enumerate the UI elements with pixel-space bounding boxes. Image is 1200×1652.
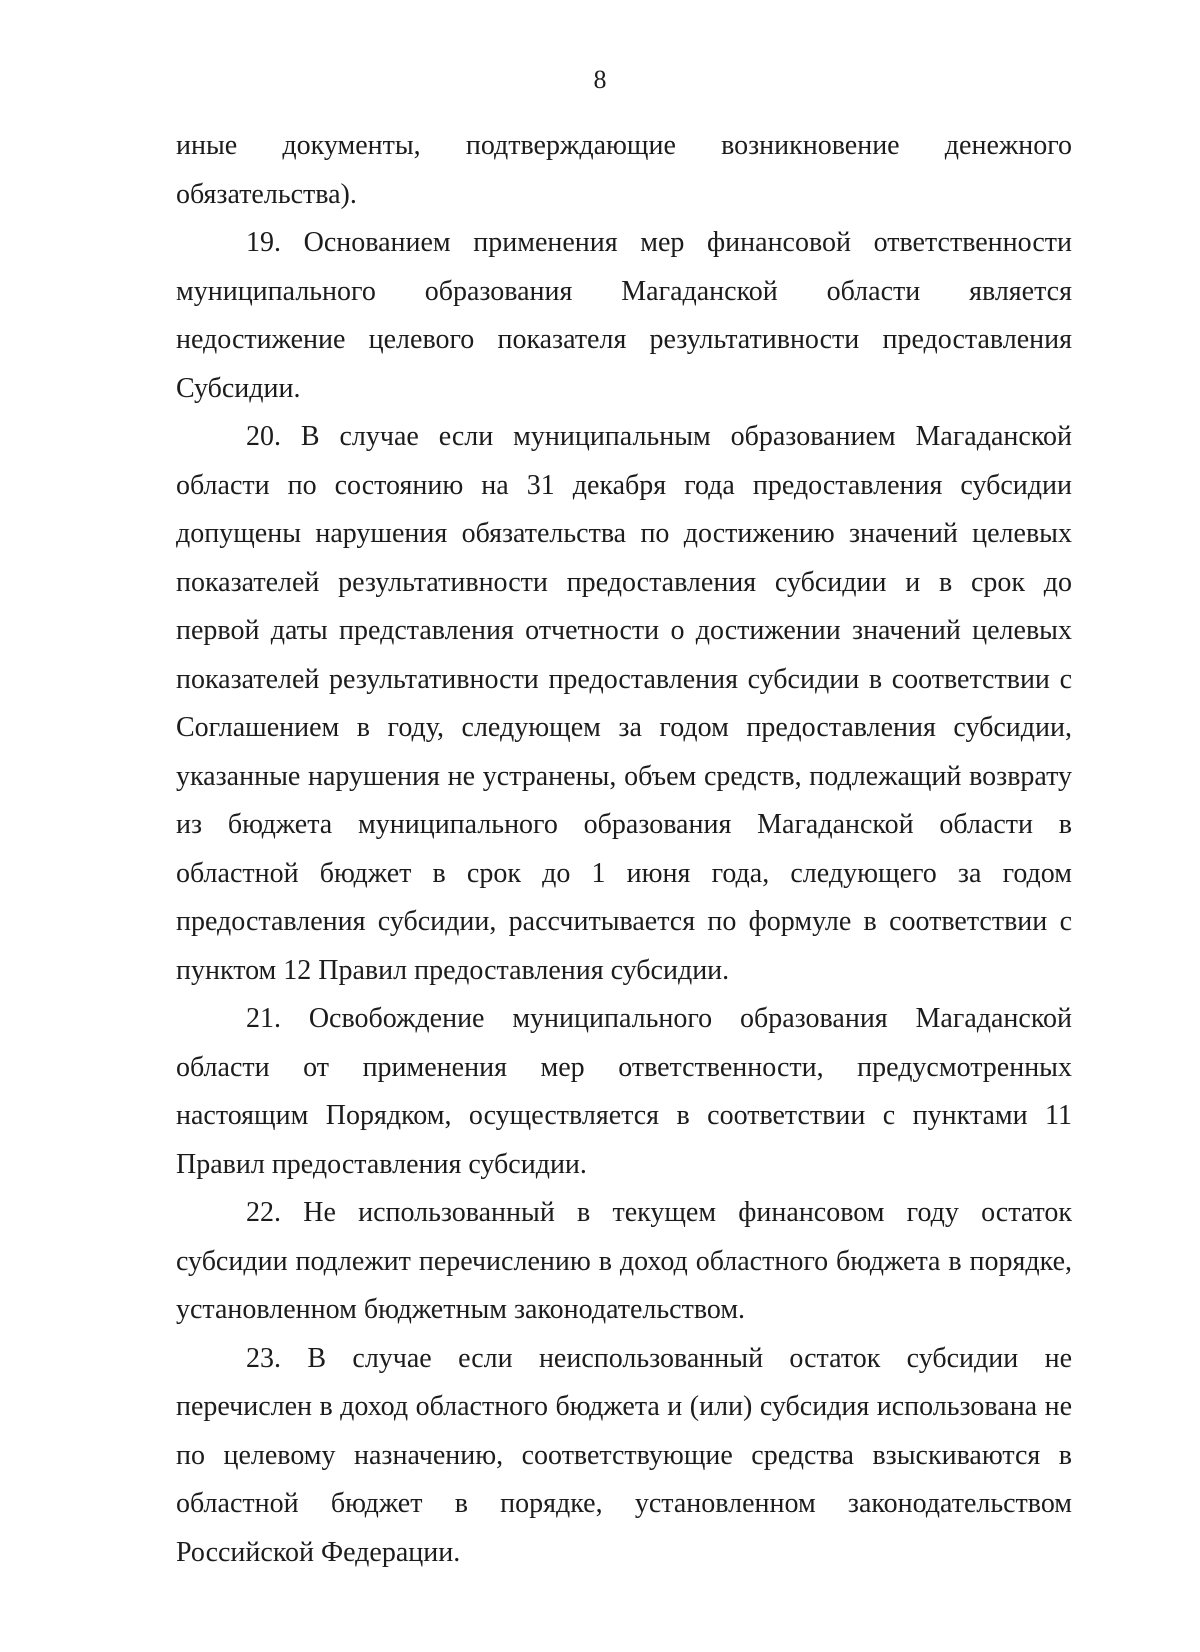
paragraph-21: 21. Освобождение муниципального образования Магаданской области от применения мер ответственности, предусмотренных настоящим Порядком, осуществляется в соответствии с пунктами 11 Правил предоставления субсидии. [176,1003,1072,1180]
paragraph-continuation: иные документы, подтверждающие возникновение денежного обязательства). [176,130,1072,210]
paragraph-23: 23. В случае если неиспользованный остаток субсидии не перечислен в доход областного бюджета и (или) субсидия использована не по целевому назначению, соответствующие средства взыскиваются в областной бюджет в порядке, установленном законодательством Российской Федерации. [176,1342,1072,1568]
paragraph-19: 19. Основанием применения мер финансовой ответственности муниципального образования Магаданской области является недостижение целевого показателя результативности предоставления Субсидии. [176,227,1072,404]
page-number: 8 [593,65,607,94]
document-body [176,122,1072,1577]
paragraph-20: 20. В случае если муниципальным образованием Магаданской области по состоянию на 31 декабря года предоставления субсидии допущены нарушения обязательства по достижению значений целевых показателей результативности предоставления субсидии и в срок до первой даты представления отчетности о достижении значений целевых показателей результативности предоставления субсидии в соответствии с Соглашением в году, следующем за годом предоставления субсидии, указанные нарушения не устранены, объем средств, подлежащий возврату из бюджета муниципального образования Магаданской области в областной бюджет в срок до 1 июня года, следующего за годом предоставления субсидии, рассчитывается по формуле в соответствии с пунктом 12 Правил предоставления субсидии. [176,421,1072,986]
paragraph-22: 22. Не использованный в текущем финансовом году остаток субсидии подлежит перечислению в доход областного бюджета в порядке, установленном бюджетным законодательством. [176,1197,1072,1325]
